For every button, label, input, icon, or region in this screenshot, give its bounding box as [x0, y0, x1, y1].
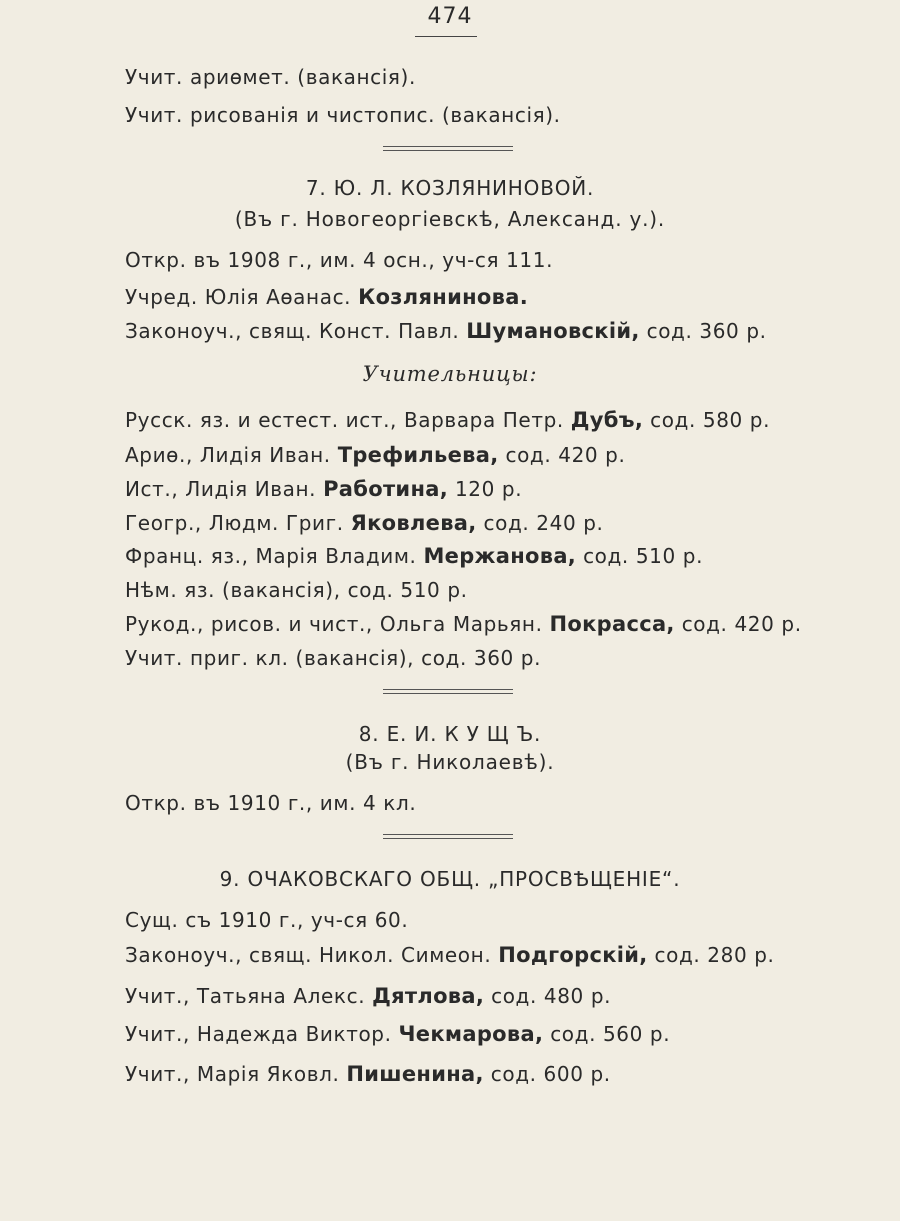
staff-row [125, 1021, 670, 1047]
section-8-opened: Откр. въ 1910 г., им. 4 кл. [125, 791, 417, 815]
law-teacher-name: Шумановскій, [466, 319, 640, 343]
staff-salary: сод. 280 р. [654, 943, 775, 967]
teacher-name: Яковлева, [350, 511, 477, 535]
teacher-prefix: Ист., Лидія Иван. [125, 477, 317, 501]
teacher-salary: сод. 580 р. [650, 408, 771, 432]
teacher-row [125, 407, 770, 433]
section-7-law-teacher [125, 318, 767, 344]
teacher-prefix: Ариө., Лидія Иван. [125, 443, 331, 467]
founder-name: Козлянинова. [358, 285, 528, 309]
teacher-row [125, 442, 625, 468]
teacher-row [125, 543, 703, 569]
teacher-salary: сод. 240 р. [483, 511, 604, 535]
staff-prefix: Учит., Надежда Виктор. [125, 1022, 392, 1046]
teacher-salary: сод. 420 р. [681, 612, 802, 636]
section-divider [383, 689, 513, 696]
section-9-title: 9. ОЧАКОВСКАГО ОБЩ. „ПРОСВѢЩЕНІЕ“. [219, 867, 681, 891]
staff-salary: сод. 600 р. [490, 1062, 611, 1086]
staff-name: Чекмарова, [398, 1022, 544, 1046]
teacher-name: Покрасса, [549, 612, 675, 636]
teacher-row [125, 577, 468, 603]
section-8-subtitle: (Въ г. Николаевѣ). [345, 750, 555, 774]
teacher-row [125, 510, 604, 536]
section-7-founder [125, 284, 528, 310]
teacher-prefix: Учит. приг. кл. (вакансія), сод. 360 р. [125, 646, 542, 670]
staff-row [125, 1061, 611, 1087]
staff-name: Пишенина, [346, 1062, 484, 1086]
founder-prefix: Учред. Юлія Аөанас. [125, 285, 352, 309]
teacher-prefix: Русск. яз. и естест. ист., Варвара Петр. [125, 408, 564, 432]
section-8-title: 8. Е. И. К У Щ Ъ. [358, 722, 542, 746]
section-7-opened: Откр. въ 1908 г., им. 4 осн., уч-ся 111. [125, 248, 554, 272]
section-7-title: 7. Ю. Л. КОЗЛЯНИНОВОЙ. [305, 176, 595, 200]
teacher-name: Работина, [323, 477, 449, 501]
staff-prefix: Учит., Татьяна Алекс. [125, 984, 366, 1008]
staff-prefix: Учит., Марія Яковл. [125, 1062, 340, 1086]
section-9-exists: Сущ. съ 1910 г., уч-ся 60. [125, 908, 409, 932]
section-divider [383, 834, 513, 841]
teacher-salary: 120 р. [454, 477, 523, 501]
law-teacher-prefix: Законоуч., свящ. Конст. Павл. [125, 319, 460, 343]
teacher-name: Дубъ, [570, 408, 644, 432]
page-number-rule [415, 36, 477, 37]
teacher-name: Мержанова, [423, 544, 577, 568]
staff-prefix: Законоуч., свящ. Никол. Симеон. [125, 943, 492, 967]
teacher-prefix: Геогр., Людм. Григ. [125, 511, 344, 535]
section-divider [383, 146, 513, 153]
teachers-heading: Учительницы: [362, 362, 538, 386]
staff-row [125, 983, 611, 1009]
teacher-prefix: Франц. яз., Марія Владим. [125, 544, 417, 568]
law-teacher-salary: сод. 360 р. [646, 319, 767, 343]
page-number: 474 [427, 4, 473, 29]
teacher-salary: сод. 420 р. [505, 443, 626, 467]
section-7-subtitle: (Въ г. Новогеоргіевскѣ, Александ. у.). [234, 207, 666, 231]
staff-name: Дятлова, [372, 984, 485, 1008]
teacher-name: Трефильева, [337, 443, 499, 467]
top-line-arithmetic: Учит. ариөмет. (вакансія). [125, 65, 416, 89]
teacher-row [125, 645, 541, 671]
teacher-salary: сод. 510 р. [583, 544, 704, 568]
staff-name: Подгорскій, [498, 943, 648, 967]
teacher-prefix: Нѣм. яз. (вакансія), сод. 510 р. [125, 578, 468, 602]
staff-salary: сод. 560 р. [550, 1022, 671, 1046]
teacher-row [125, 611, 802, 637]
staff-row [125, 942, 774, 968]
top-line-drawing: Учит. рисованія и чистопис. (вакансія). [125, 103, 561, 127]
teacher-row [125, 476, 522, 502]
teacher-prefix: Рукод., рисов. и чист., Ольга Марьян. [125, 612, 543, 636]
staff-salary: сод. 480 р. [491, 984, 612, 1008]
